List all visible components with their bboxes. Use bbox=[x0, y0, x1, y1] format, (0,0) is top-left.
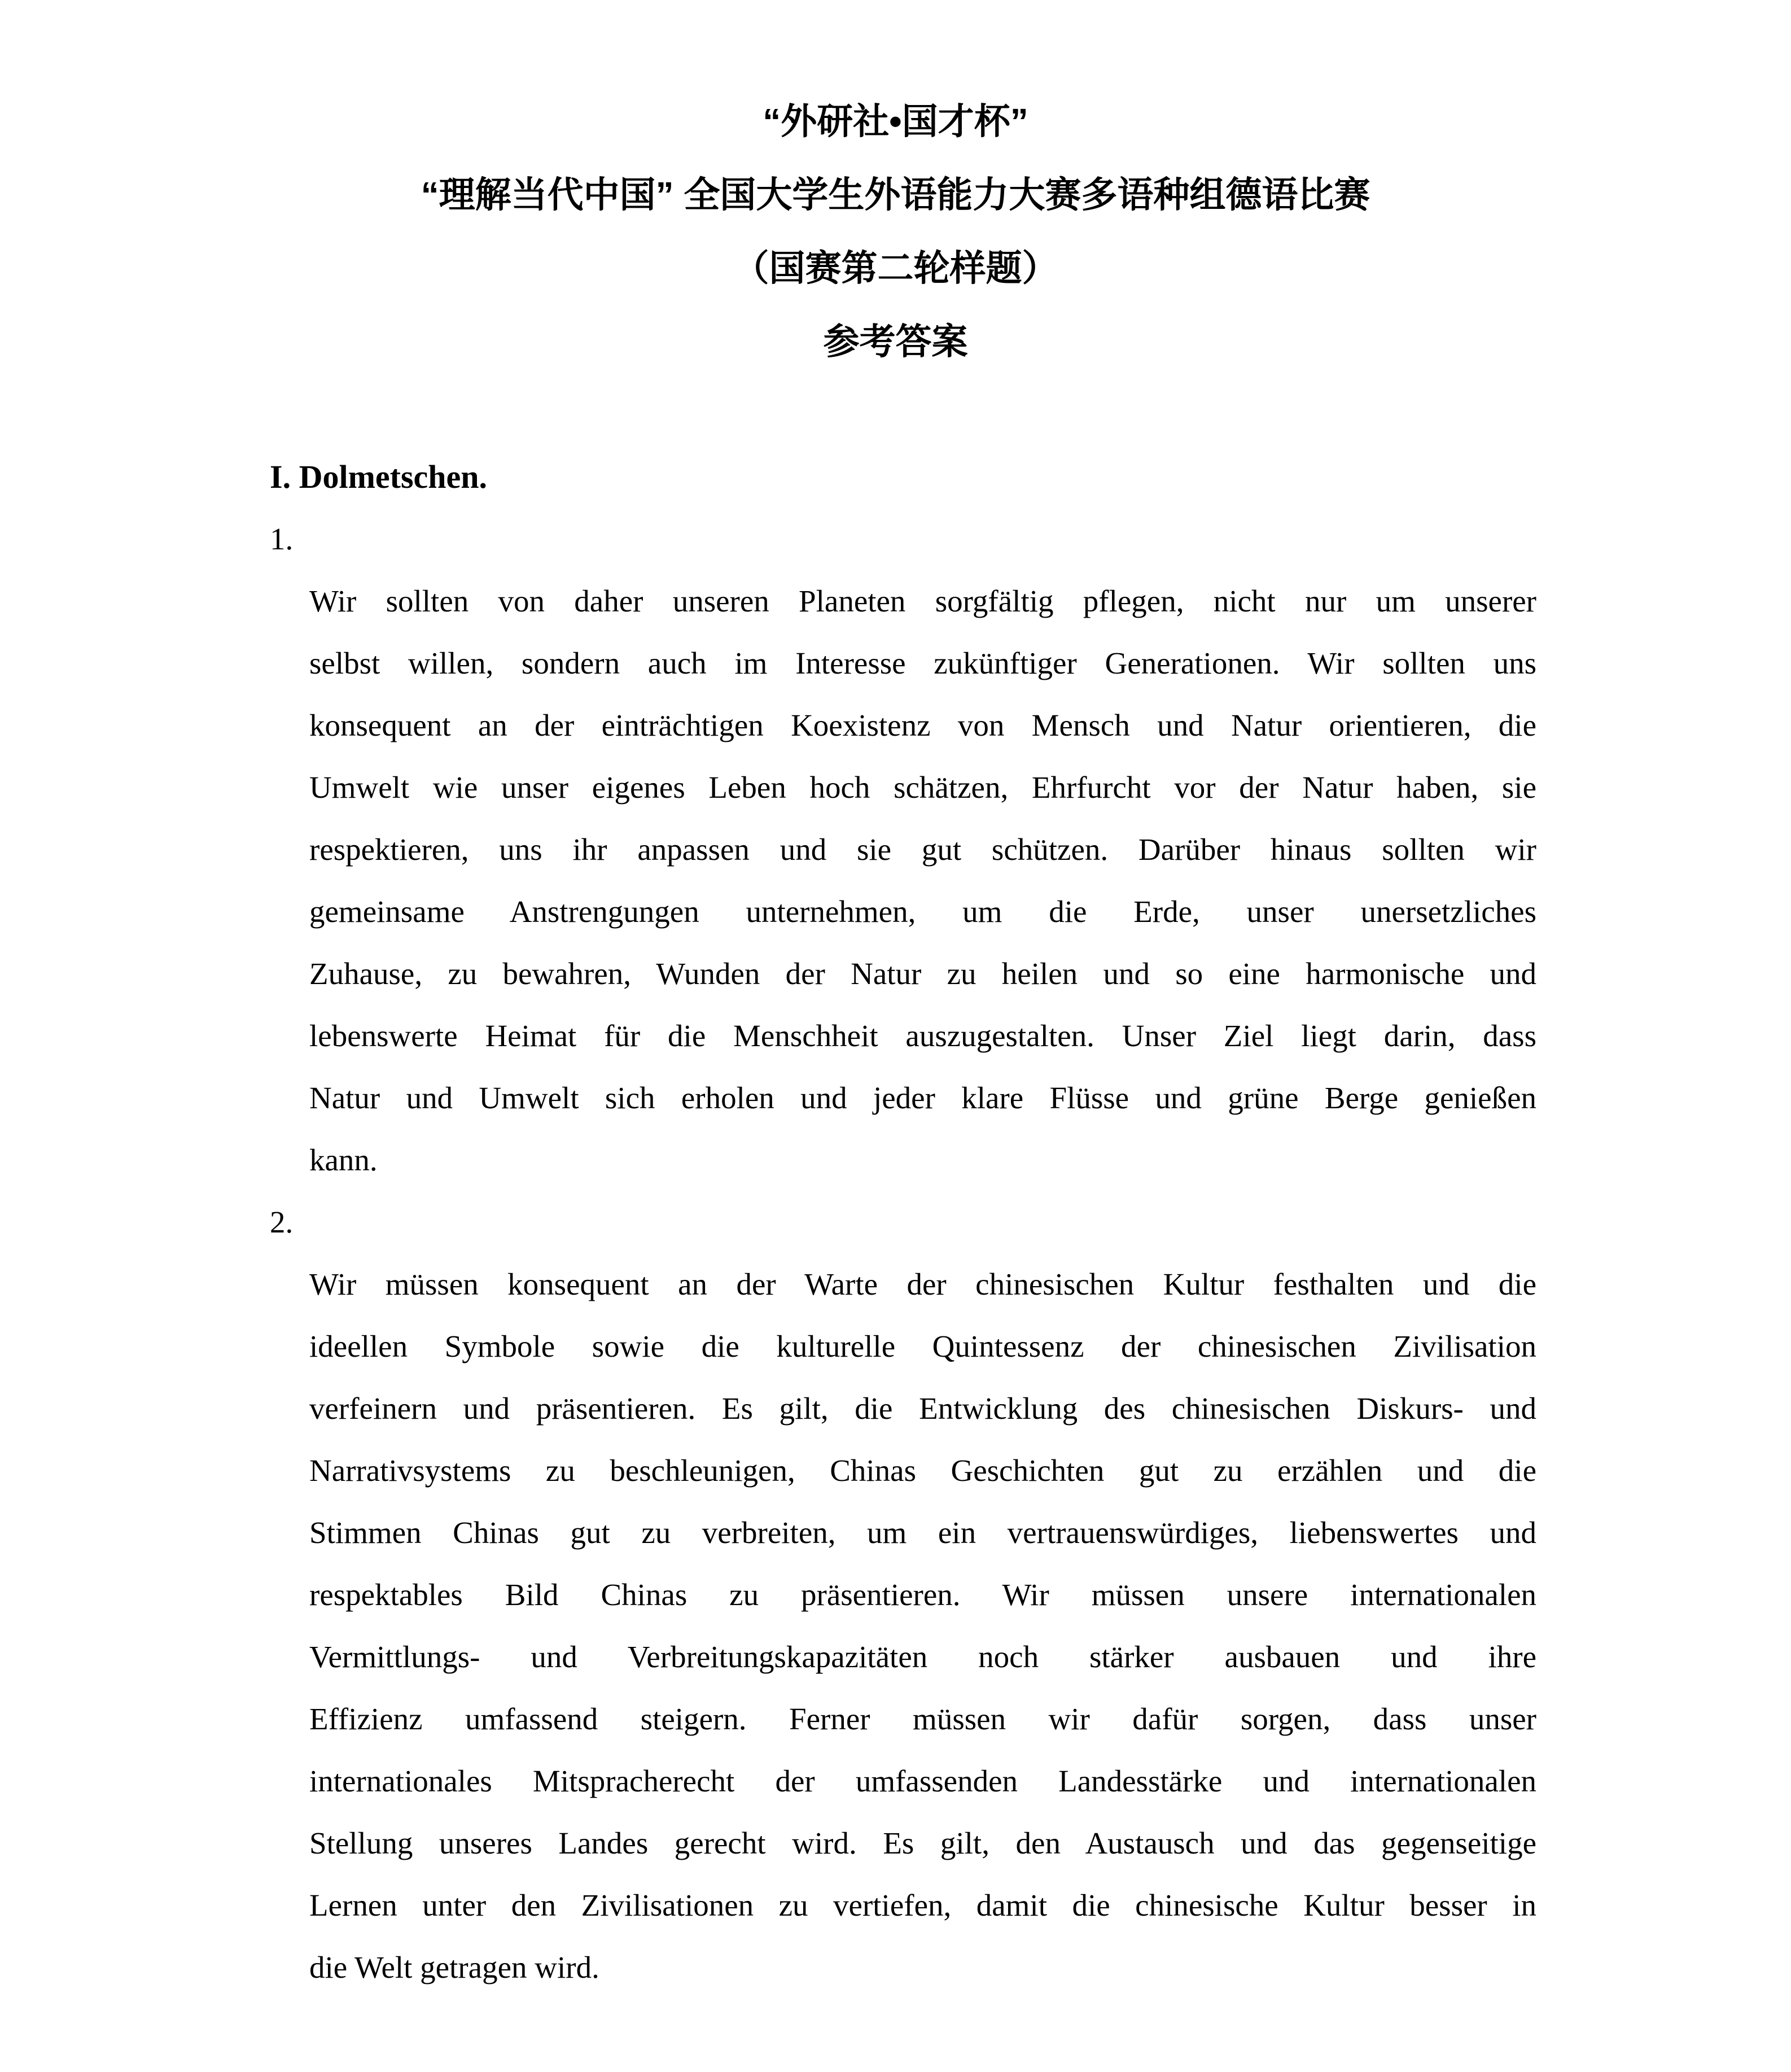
answer-line: kann. bbox=[309, 1143, 378, 1177]
answer-line: selbst willen, sondern auch im Interesse zukünftiger Generationen. Wir sollten uns bbox=[309, 646, 1536, 680]
answer-line: Natur und Umwelt sich erholen und jeder klare Flüsse und grüne Berge genießen bbox=[309, 1081, 1536, 1115]
answer-line: respektables Bild Chinas zu präsentieren. Wir müssen unsere internationalen bbox=[309, 1577, 1536, 1612]
section-heading: I. Dolmetschen. bbox=[270, 458, 488, 495]
answer-line: lebenswerte Heimat für die Menschheit auszugestalten. Unser Ziel liegt darin, dass bbox=[309, 1018, 1536, 1053]
answer-line: Wir sollten von daher unseren Planeten sorgfältig pflegen, nicht nur um unserer bbox=[309, 584, 1536, 618]
answer-line: Zuhause, zu bewahren, Wunden der Natur zu heilen und so eine harmonische und bbox=[309, 956, 1536, 991]
paragraph-2 bbox=[309, 1253, 1536, 1999]
answer-line: konsequent an der einträchtigen Koexistenz von Mensch und Natur orientieren, die bbox=[309, 708, 1536, 742]
document-title-block bbox=[0, 0, 1791, 378]
answer-line: Stellung unseres Landes gerecht wird. Es gilt, den Austausch und das gegenseitige bbox=[309, 1826, 1536, 1860]
document-body bbox=[270, 446, 1536, 1999]
answer-line: respektieren, uns ihr anpassen und sie gut schützen. Darüber hinaus sollten wir bbox=[309, 832, 1536, 867]
answer-line: Stimmen Chinas gut zu verbreiten, um ein vertrauenswürdiges, liebenswertes und bbox=[309, 1515, 1536, 1550]
title-line-cup: “外研社•国才杯” bbox=[763, 101, 1028, 142]
title-line-contest: “理解当代中国” 全国大学生外语能力大赛多语种组德语比赛 bbox=[421, 174, 1370, 215]
answer-line: gemeinsame Anstrengungen unternehmen, um die Erde, unser unersetzliches bbox=[309, 894, 1536, 929]
answer-line: Wir müssen konsequent an der Warte der chinesischen Kultur festhalten und die bbox=[309, 1267, 1536, 1301]
item-number-1: 1. bbox=[270, 522, 294, 556]
answer-line: Effizienz umfassend steigern. Ferner müssen wir dafür sorgen, dass unser bbox=[309, 1702, 1536, 1736]
answer-line: verfeinern und präsentieren. Es gilt, die Entwicklung des chinesischen Diskurs- und bbox=[309, 1391, 1536, 1426]
answer-line: Umwelt wie unser eigenes Leben hoch schätzen, Ehrfurcht vor der Natur haben, sie bbox=[309, 770, 1536, 805]
answer-line: Vermittlungs- und Verbreitungskapazitäten noch stärker ausbauen und ihre bbox=[309, 1640, 1536, 1674]
answer-line: die Welt getragen wird. bbox=[309, 1950, 599, 1984]
paragraph-1 bbox=[309, 570, 1536, 1191]
answer-line: Lernen unter den Zivilisationen zu vertiefen, damit die chinesische Kultur besser in bbox=[309, 1888, 1536, 1922]
answer-line: internationales Mitspracherecht der umfassenden Landesstärke und internationalen bbox=[309, 1764, 1536, 1798]
answer-line: ideellen Symbole sowie die kulturelle Quintessenz der chinesischen Zivilisation bbox=[309, 1329, 1536, 1363]
title-line-answers: 参考答案 bbox=[823, 321, 968, 362]
title-line-round: （国赛第二轮样题） bbox=[733, 248, 1058, 288]
item-number-2: 2. bbox=[270, 1205, 294, 1239]
answer-line: Narrativsystems zu beschleunigen, Chinas Geschichten gut zu erzählen und die bbox=[309, 1453, 1536, 1488]
